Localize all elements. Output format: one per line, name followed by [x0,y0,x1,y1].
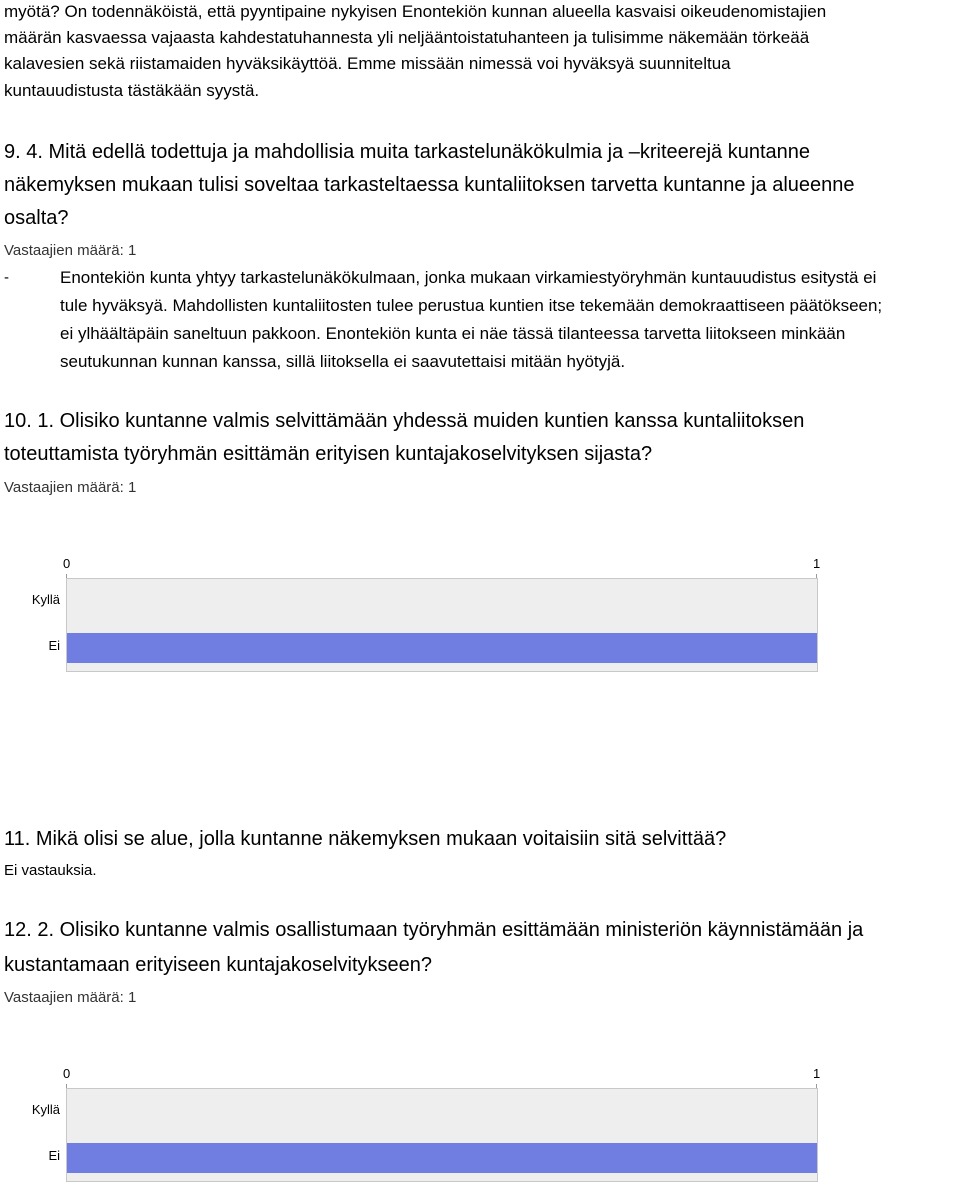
category-label: Ei [48,638,60,653]
answer-line: ei ylhäältäpäin saneltuun pakkoon. Enontekiön kunta ei näe tässä tilanteessa tarvetta liitokseen minkään [60,324,846,343]
answer-line: Enontekiön kunta yhtyy tarkastelunäkökulmaan, jonka mukaan virkamiestyöryhmän kuntauudistus esitystä ei [60,268,877,287]
answer-line: seutukunnan kunnan kanssa, sillä liitoksella ei saavutettaisi mitään hyötyjä. [60,352,626,371]
question-11-title: 11. Mikä olisi se alue, jolla kuntanne näkemyksen mukaan voitaisiin sitä selvittää? [4,828,727,850]
intro-line: kalavesien sekä riistamaiden hyväksikäyttöä. Emme missään nimessä voi hyväksyä suunniteltua [4,54,731,73]
question-10-title: toteuttamista työryhmän esittämän erityisen kuntajakoselvityksen sijasta? [4,443,653,465]
category-label: Kyllä [31,1102,60,1117]
plot-area [66,578,818,672]
category-label: Ei [48,1148,60,1163]
intro-line: kuntauudistusta tästäkään syystä. [4,81,260,100]
bar [67,633,817,663]
answer-bullet: - [4,269,9,286]
question-10-title: 10. 1. Olisiko kuntanne valmis selvittämään yhdessä muiden kuntien kanssa kuntaliitoksen [4,410,805,432]
plot-area [66,1088,818,1182]
bar [67,1143,817,1173]
question-9-title: 9. 4. Mitä edellä todettuja ja mahdollisia muita tarkastelunäkökulmia ja –kriteerejä kuntanne [4,141,811,163]
intro-line: myötä? On todennäköistä, että pyyntipaine nykyisen Enontekiön kunnan alueella kasvaisi oikeudenomistajien [4,2,827,21]
respondent-count: Vastaajien määrä: 1 [4,989,137,1006]
question-12-title: 12. 2. Olisiko kuntanne valmis osallistumaan työryhmän esittämään ministeriön käynnistämään ja [4,919,864,941]
respondent-count: Vastaajien määrä: 1 [4,242,137,259]
axis-tick-label: 1 [813,556,821,571]
bar-chart [0,548,960,688]
question-9-title: osalta? [4,207,69,229]
axis-tick-label: 0 [63,556,71,571]
respondent-count: Vastaajien määrä: 1 [4,479,137,496]
axis-tick-label: 0 [63,1066,71,1081]
category-label: Kyllä [31,592,60,607]
intro-line: määrän kasvaessa vajaasta kahdestatuhannesta yli neljääntoistatuhanteen ja tulisimme näkemään törkeää [4,28,810,47]
answer-line: tule hyväksyä. Mahdollisten kuntaliitosten tulee perustua kuntien itse tekemään demokraattiseen päätökseen; [60,296,883,315]
question-12-title: kustantamaan erityiseen kuntajakoselvitykseen? [4,954,433,976]
question-9-title: näkemyksen mukaan tulisi soveltaa tarkasteltaessa kuntaliitoksen tarvetta kuntanne ja alueenne [4,174,855,196]
no-answers-text: Ei vastauksia. [4,862,97,879]
bar-chart [0,1058,960,1188]
axis-tick-label: 1 [813,1066,821,1081]
